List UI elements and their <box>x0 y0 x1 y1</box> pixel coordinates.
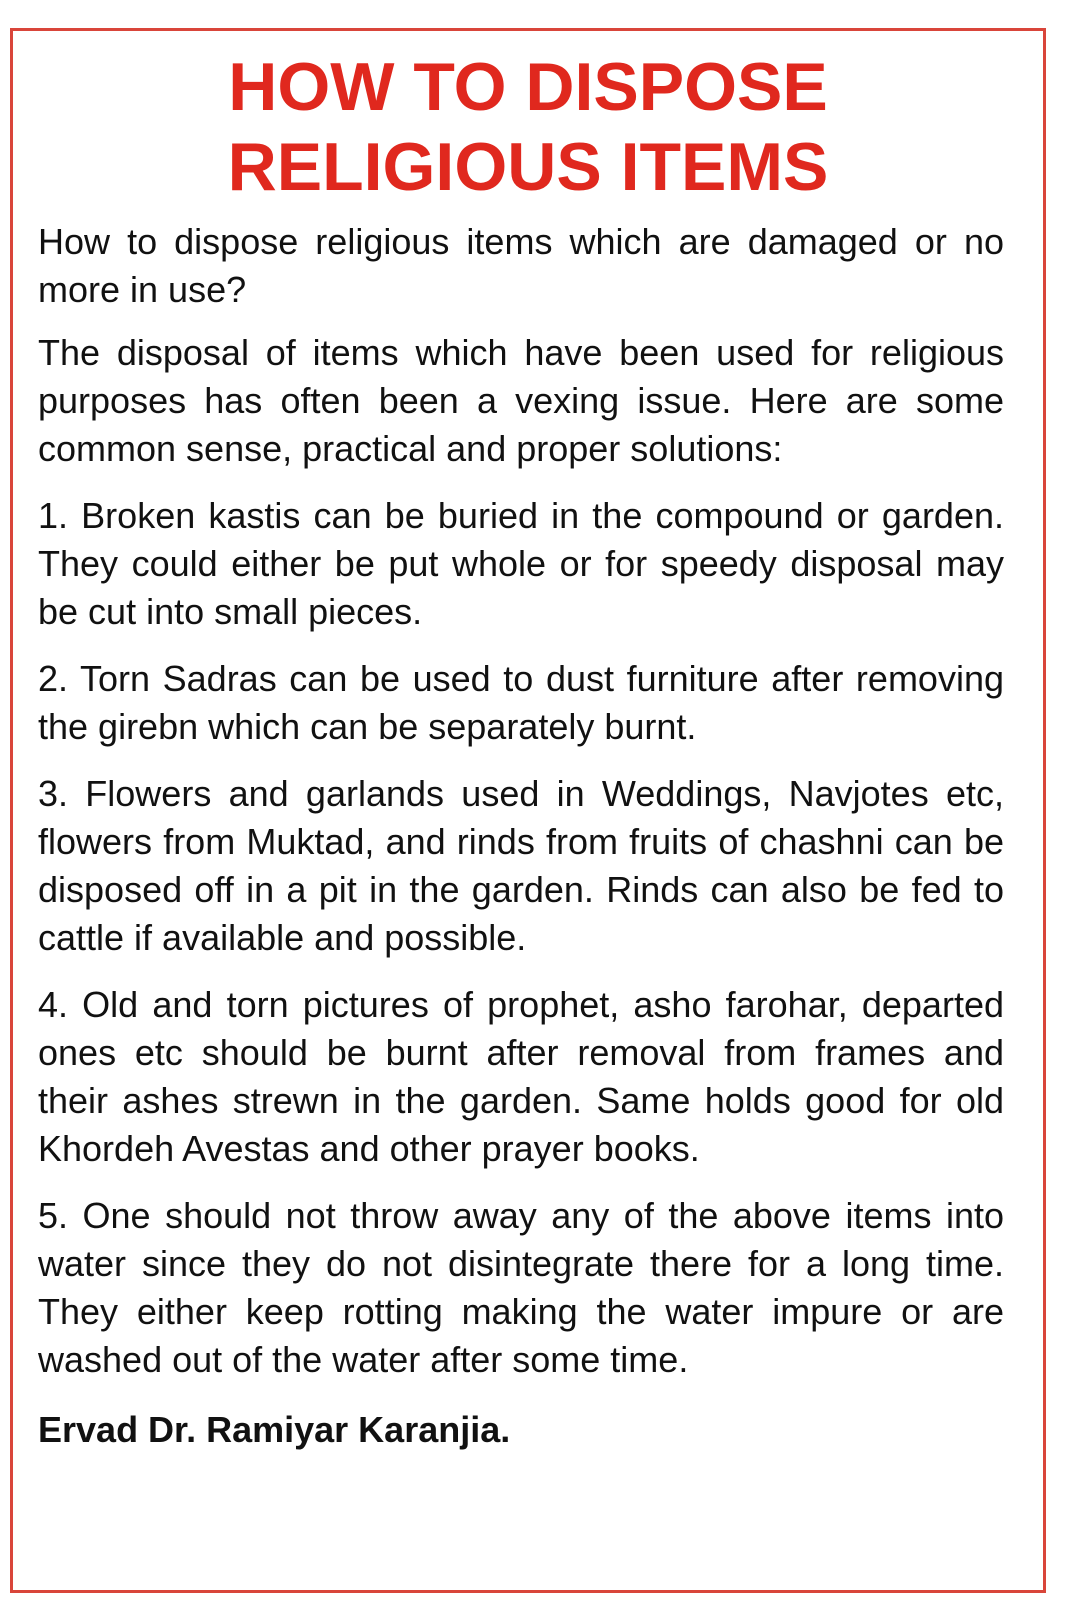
point-4: 4. Old and torn pictures of prophet, asho farohar, departed ones etc should be burnt after removal from frames and their ashes strewn in the garden. Same holds good for old Khordeh Avestas and other prayer books. <box>38 984 1004 1169</box>
title-line-2: RELIGIOUS ITEMS <box>227 129 829 205</box>
article-title <box>10 47 1046 207</box>
intro-paragraph: The disposal of items which have been used for religious purposes has often been a vexing issue. Here are some common sense, practical and proper solutions: <box>38 332 1004 469</box>
point-3: 3. Flowers and garlands used in Weddings, Navjotes etc, flowers from Muktad, and rinds from fruits of chashni can be disposed off in a pit in the garden. Rinds can also be fed to cattle if available and possible. <box>38 773 1004 958</box>
title-line-1: HOW TO DISPOSE <box>228 49 828 125</box>
point-1: 1. Broken kastis can be buried in the compound or garden. They could either be put whole or for speedy disposal may be cut into small pieces. <box>38 495 1004 632</box>
question-paragraph: How to dispose religious items which are damaged or no more in use? <box>38 221 1004 310</box>
point-2: 2. Torn Sadras can be used to dust furniture after removing the girebn which can be separately burnt. <box>38 658 1004 747</box>
author-signature: Ervad Dr. Ramiyar Karanjia. <box>38 1409 511 1450</box>
point-5: 5. One should not throw away any of the above items into water since they do not disintegrate there for a long time. They either keep rotting making the water impure or are washed out of the water after some time. <box>38 1195 1004 1380</box>
article-body <box>38 218 1004 1454</box>
